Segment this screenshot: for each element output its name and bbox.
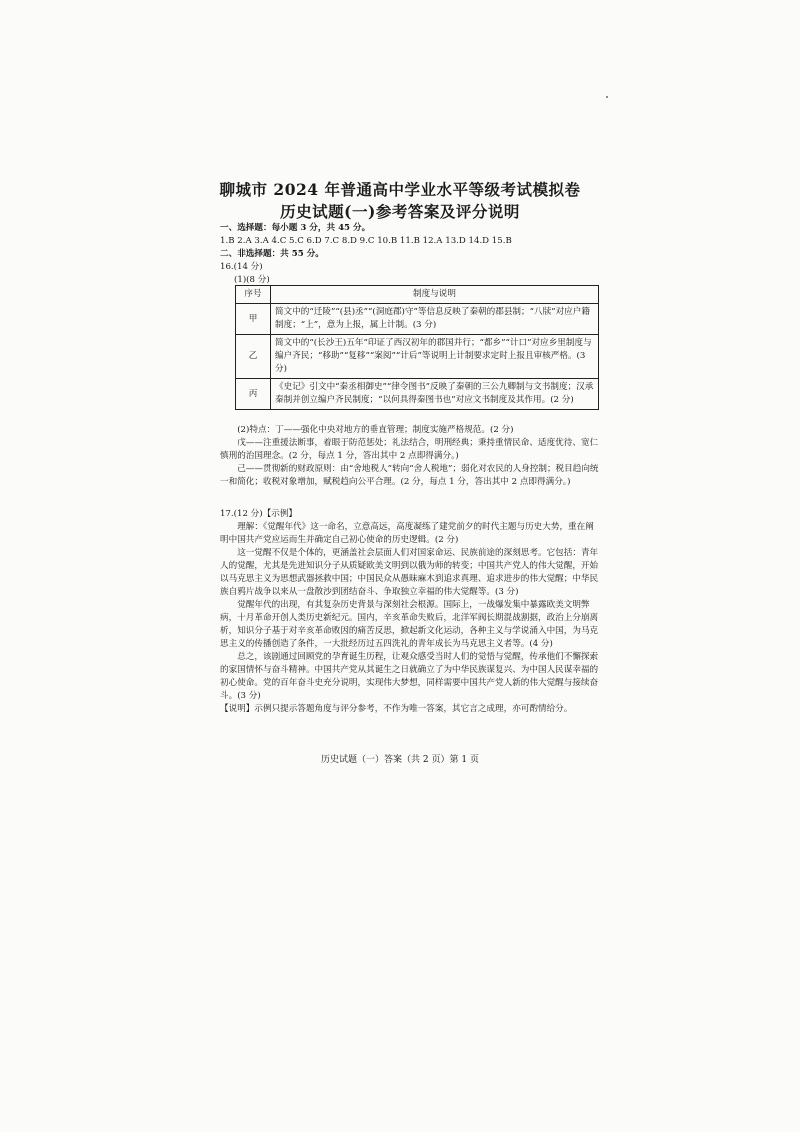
table-row (236, 379, 599, 410)
table-row (236, 304, 599, 335)
page-footer: 历史试题（一）答案（共 2 页）第 1 页 (321, 755, 479, 765)
q16-part2-paragraph: 戊——注重援法断事，着眼于防范惩处；礼法结合，明刑经典；秉持重情民命、适度优待、宽仁慎刑的治国理念。(2 分，每点 1 分，答出其中 2 点即得满分。) (220, 438, 599, 461)
q16-part2-paragraph: (2)特点：丁——强化中央对地方的垂直管理；制度实施严格规范。(2 分) (237, 425, 514, 435)
q16-part2-paragraph: 己——贯彻新的财政原则：由“舍地税人”转向“舍人税地”；弱化对农民的人身控制；税目趋向统一和简化；收税对象增加，赋税趋向公平合理。(2 分，每点 1 分，答出其中 2 点即得满分。) (220, 464, 599, 487)
q17-paragraph: 觉醒年代的出现，有其复杂历史背景与深刻社会根源。国际上，一战爆发集中暴露欧美文明弊病，十月革命开创人类历史新纪元。国内，辛亥革命失败后，北洋军阀长期混战割据，政治上分崩离析，知识分子基于对辛亥革命败因的痛苦反思，掀起新文化运动，各种主义与学说涌入中国，为马克思主义的传播创造了条件，一大批经历过五四洗礼的青年成长为马克思主义者等。(4 分) (220, 600, 599, 649)
q17-paragraph: 这一觉醒不仅是个体的，更涵盖社会层面人们对国家命运、民族前途的深刻思考。它包括：青年人的觉醒，尤其是先进知识分子从质疑欧美文明到以俄为师的转变；中国共产党人的伟大觉醒，开始以马克思主义为思想武器拯救中国；中国民众从愚昧麻木到追求真理、追求进步的伟大觉醒；中华民族自鸦片战争以来从一盘散沙到团结奋斗、争取独立幸福的伟大觉醒等。(3 分) (220, 548, 599, 597)
table-header-content: 制度与说明 (271, 286, 599, 304)
table-header-index: 序号 (236, 286, 271, 304)
choice-answers: 1.B 2.A 3.A 4.C 5.C 6.D 7.C 8.D 9.C 10.B 11.B 12.A 13.D 14.D 15.B (220, 236, 512, 246)
page-subtitle: 历史试题(一)参考答案及评分说明 (280, 202, 520, 221)
q16-part1-label: (1)(8 分) (234, 275, 270, 285)
section-choice (220, 222, 600, 287)
q17-paragraph: 总之，该剧通过回顾党的孕育诞生历程，让观众感受当时人们的觉悟与觉醒，传承他们不懈探索的家国情怀与奋斗精神。中国共产党从其诞生之日就确立了为中华民族谋复兴、为中国人民谋幸福的初心使命。党的百年奋斗史充分说明，实现伟大梦想，同样需要中国共产党人新的伟大觉醒与接续奋斗。(3 分) (220, 652, 599, 701)
table-row-index: 丙 (236, 379, 271, 410)
table-header-row (236, 286, 599, 304)
q17-section (220, 508, 600, 716)
table-row-text: 《史记》引文中“秦丞相御史”“律令图书”反映了秦朝的三公九卿制与文书制度；汉承秦制并创立编户齐民制度；“以何具得秦图书也”对应文书制度及其作用。(2 分) (271, 379, 599, 410)
q17-label: 17.(12 分)【示例】 (220, 509, 298, 519)
table-row-index: 乙 (236, 335, 271, 379)
table-row-text: 简文中的“(长沙王)五年”印证了西汉初年的郡国并行；“都乡”“计口”对应乡里制度与编户齐民；“移助”“复移”“案阅”“计后”等说明上计制要求定时上报且审核严格。(3 分) (271, 335, 599, 379)
q16-part2 (220, 424, 600, 489)
q16-label: 16.(14 分) (220, 262, 263, 272)
section1-heading: 一、选择题：每小题 3 分，共 45 分。 (220, 223, 371, 233)
scan-speck (606, 96, 608, 98)
table-row (236, 335, 599, 379)
section2-heading: 二、非选择题：共 55 分。 (220, 249, 324, 259)
q17-note: 【说明】示例只提示答题角度与评分参考，不作为唯一答案，其它言之成理，亦可酌情给分。 (220, 704, 573, 714)
q16-answer-table (235, 285, 599, 410)
table-row-index: 甲 (236, 304, 271, 335)
table-row-text: 简文中的“迁陵”“(县)丞”“(洞庭郡)守”等信息反映了秦朝的郡县制；“八牍”对应户籍制度；“上”，意为上报，属上计制。(3 分) (271, 304, 599, 335)
page-title: 聊城市 2024 年普通高中学业水平等级考试模拟卷 (219, 180, 581, 199)
q17-paragraph: 理解：《觉醒年代》这一命名，立意高远，高度凝练了建党前夕的时代主题与历史大势，重在阐明中国共产党应运而生并确定自己初心使命的历史逻辑。(2 分) (220, 522, 594, 545)
